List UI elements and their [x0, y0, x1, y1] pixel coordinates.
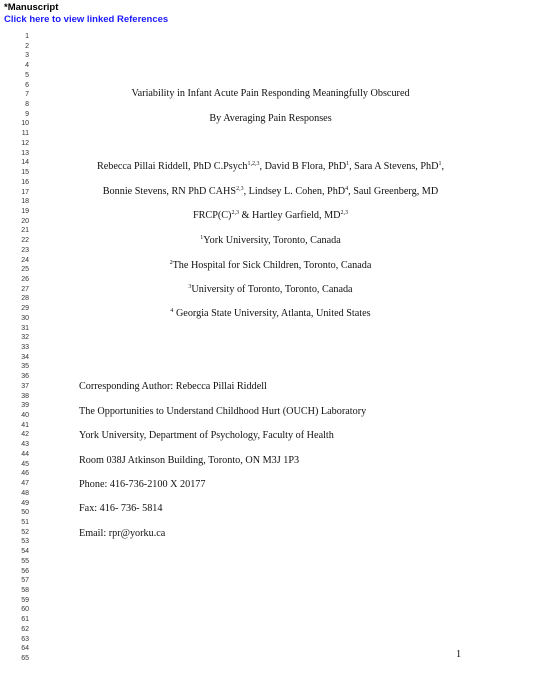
line-number: 20 — [21, 217, 29, 225]
line-number: 51 — [21, 518, 29, 526]
affiliation-3 — [30, 284, 511, 295]
line-number: 8 — [25, 101, 29, 109]
phone: Phone: 416-736-2100 X 20177 — [79, 479, 206, 490]
line-number: 25 — [21, 266, 29, 274]
line-number: 1 — [25, 33, 29, 40]
line-number: 22 — [21, 237, 29, 245]
affiliation-2 — [30, 260, 511, 271]
author-line-1 — [30, 161, 511, 172]
line-number: 40 — [21, 412, 29, 420]
author-5-affil: 4 — [345, 186, 349, 192]
affiliation-1-text: York University, Toronto, Canada — [203, 235, 341, 246]
line-number: 27 — [21, 285, 29, 293]
line-number: 33 — [21, 344, 29, 351]
author-1: Rebecca Pillai Riddell, PhD C.Psych — [96, 161, 248, 172]
author-4-affil: 2,3 — [236, 186, 244, 192]
line-number: 29 — [21, 305, 29, 313]
line-number: 34 — [21, 353, 29, 361]
author-1-affil: 1,2,3 — [247, 161, 260, 167]
line-number: 7 — [25, 91, 29, 99]
line-number: 50 — [21, 509, 29, 517]
line-number: 65 — [21, 655, 29, 662]
manuscript-header — [4, 2, 168, 26]
line-number: 62 — [21, 625, 29, 633]
line-number: 57 — [21, 577, 29, 585]
line-number: 46 — [21, 470, 29, 478]
line-number: 38 — [21, 392, 29, 400]
line-number: 37 — [21, 382, 29, 390]
affiliation-1-number: 1 — [200, 235, 204, 241]
line-number: 16 — [21, 178, 29, 186]
line-number: 12 — [21, 139, 29, 147]
line-number: 23 — [21, 246, 29, 254]
line-number: 44 — [21, 450, 29, 458]
affiliation-4-text: Georgia State University, Atlanta, United States — [173, 308, 371, 319]
author-line-1-end: , — [441, 161, 445, 172]
line-number: 41 — [21, 421, 29, 429]
title-line-1: Variability in Infant Acute Pain Responding Meaningfully Obscured — [131, 88, 410, 99]
line-number: 26 — [21, 275, 29, 283]
line-number: 18 — [21, 198, 29, 206]
affiliation-2-number: 2 — [169, 260, 173, 266]
author-line-3 — [30, 210, 511, 221]
line-numbers — [0, 32, 29, 664]
affiliation-4-number: 4 — [170, 308, 174, 314]
line-number: 56 — [21, 567, 29, 575]
author-3-affil: 1 — [438, 161, 442, 167]
line-number: 9 — [25, 110, 29, 118]
author-3: , Sara A Stevens, PhD — [349, 161, 439, 172]
line-number: 32 — [21, 334, 29, 342]
author-2: , David B Flora, PhD — [259, 161, 347, 172]
line-number: 17 — [21, 188, 29, 196]
line-number: 15 — [21, 169, 29, 177]
author-5: , Lindsey L. Cohen, PhD — [243, 186, 346, 197]
line-number: 14 — [21, 159, 29, 167]
author-6-credential: FRCP(C) — [192, 210, 232, 221]
line-number: 53 — [21, 538, 29, 546]
line-number: 39 — [21, 402, 29, 410]
lab-name: The Opportunities to Understand Childhood Hurt (OUCH) Laboratory — [79, 406, 367, 417]
line-number: 30 — [21, 314, 29, 322]
affiliation-3-text: University of Toronto, Toronto, Canada — [191, 284, 353, 295]
line-number: 6 — [25, 81, 29, 89]
affiliation-1 — [30, 235, 511, 246]
line-number: 11 — [21, 130, 29, 138]
line-number: 42 — [21, 431, 29, 439]
author-6: , Saul Greenberg, MD — [348, 186, 439, 197]
line-number: 45 — [21, 460, 29, 468]
corresponding-author: Corresponding Author: Rebecca Pillai Riddell — [79, 381, 267, 392]
line-number: 31 — [21, 324, 29, 332]
line-number: 58 — [21, 586, 29, 594]
line-number: 59 — [21, 596, 29, 604]
line-number: 2 — [25, 42, 29, 50]
line-number: 52 — [21, 528, 29, 536]
line-number: 43 — [21, 441, 29, 449]
room-address: Room 038J Atkinson Building, Toronto, ON M3J 1P3 — [79, 455, 300, 466]
email: Email: rpr@yorku.ca — [79, 528, 166, 539]
department: York University, Department of Psychology, Faculty of Health — [79, 430, 334, 441]
line-number: 48 — [21, 489, 29, 497]
line-number: 61 — [21, 616, 29, 624]
author-4: Bonnie Stevens, RN PhD CAHS — [102, 186, 237, 197]
author-6-affil: 2,3 — [231, 210, 239, 216]
line-number: 47 — [21, 480, 29, 488]
line-number: 3 — [25, 52, 29, 60]
author-7: & Hartley Garfield, MD — [238, 210, 341, 221]
page-number: 1 — [456, 649, 462, 660]
author-line-2 — [30, 186, 511, 197]
author-7-affil: 2,3 — [340, 210, 349, 216]
line-number: 10 — [21, 120, 29, 128]
line-number: 36 — [21, 373, 29, 381]
manuscript-label: *Manuscript — [4, 2, 59, 13]
line-number: 4 — [25, 62, 29, 70]
affiliation-3-number: 3 — [188, 284, 192, 290]
line-number: 21 — [21, 227, 29, 235]
line-number: 64 — [21, 645, 29, 653]
line-number: 60 — [21, 606, 29, 614]
line-number: 35 — [21, 363, 29, 371]
line-number: 19 — [21, 207, 29, 215]
line-number: 28 — [21, 295, 29, 303]
affiliation-4 — [30, 308, 511, 319]
fax: Fax: 416- 736- 5814 — [79, 503, 163, 514]
line-number: 54 — [21, 548, 29, 556]
affiliation-2-text: The Hospital for Sick Children, Toronto, Canada — [172, 260, 372, 271]
author-2-affil: 1 — [346, 161, 350, 167]
line-number: 49 — [21, 499, 29, 507]
line-number: 63 — [21, 635, 29, 643]
line-number: 5 — [25, 71, 29, 79]
line-number: 55 — [21, 557, 29, 565]
linked-references-link[interactable]: Click here to view linked References — [4, 14, 169, 25]
line-number: 24 — [21, 256, 29, 264]
line-number: 13 — [21, 149, 29, 157]
title-line-2: By Averaging Pain Responses — [209, 113, 332, 124]
